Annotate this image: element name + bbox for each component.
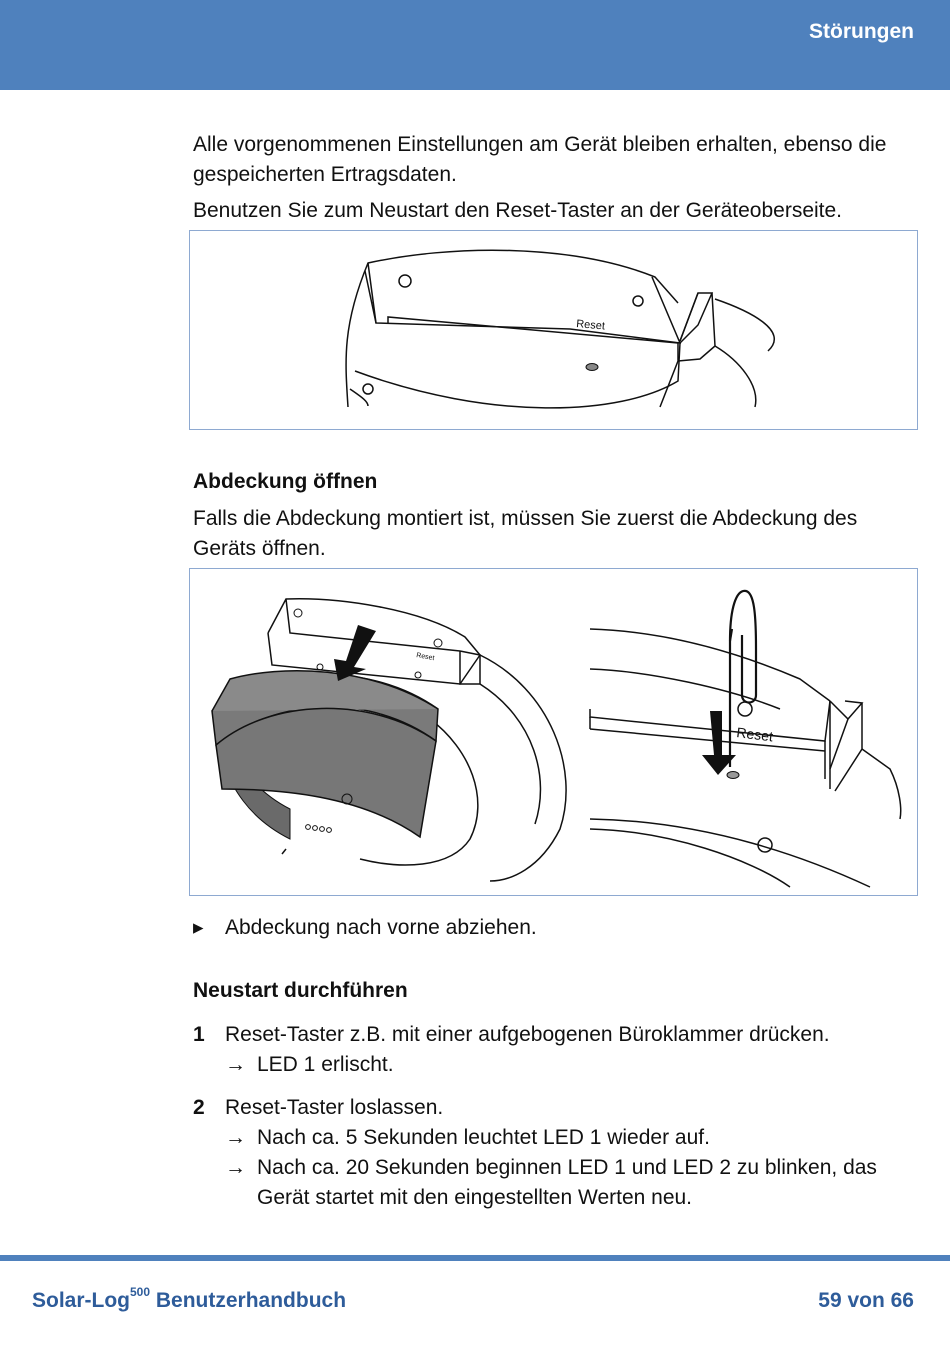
- page-number: 59 von 66: [818, 1289, 914, 1312]
- arrow-right-icon: →: [225, 1156, 246, 1179]
- intro-paragraph-1: Alle vorgenommenen Einstellungen am Gerät bleiben erhalten, ebenso die gespeicherten Ertragsdaten.: [193, 133, 887, 186]
- arrow-right-icon: →: [225, 1053, 246, 1076]
- arrow-right-icon: →: [225, 1126, 246, 1149]
- step-result-text: Nach ca. 5 Sekunden leuchtet LED 1 wieder auf.: [257, 1126, 710, 1149]
- section-title: Störungen: [809, 20, 914, 43]
- reset-label-small: Reset: [415, 652, 435, 663]
- reset-label-large: Reset: [735, 724, 774, 745]
- page-header: [0, 0, 950, 90]
- step-result-text: LED 1 erlischt.: [257, 1053, 394, 1076]
- restart-heading: Neustart durchführen: [193, 979, 408, 1002]
- footer-divider: [0, 1255, 950, 1261]
- step-result-text: Nach ca. 20 Sekunden beginnen LED 1 und LED 2 zu blinken, das Gerät startet mit den eingestellten Werten neu.: [257, 1156, 877, 1209]
- figure-cover-and-reset: [189, 568, 918, 896]
- device-top-illustration: [190, 231, 917, 429]
- cover-paragraph: Falls die Abdeckung montiert ist, müssen Sie zuerst die Abdeckung des Geräts öffnen.: [193, 507, 858, 560]
- step-text: Reset-Taster z.B. mit einer aufgebogenen Büroklammer drücken.: [225, 1023, 830, 1046]
- product-model: 500: [130, 1285, 151, 1299]
- product-name: Solar-Log: [32, 1289, 130, 1312]
- cover-instruction: [193, 913, 537, 943]
- step-number: 1: [193, 1023, 205, 1046]
- cover-removal-illustration: [190, 569, 917, 895]
- cover-heading: Abdeckung öffnen: [193, 470, 378, 493]
- document-name: Benutzerhandbuch: [155, 1289, 347, 1312]
- figure-device-top: [189, 230, 918, 430]
- intro-paragraph-2: Benutzen Sie zum Neustart den Reset-Taster an der Geräteoberseite.: [193, 199, 843, 222]
- caret-right-icon: ▸: [193, 916, 204, 939]
- cover-instruction-text: Abdeckung nach vorne abziehen.: [225, 916, 537, 939]
- step-text: Reset-Taster loslassen.: [225, 1096, 444, 1119]
- footer-document-title: [32, 1285, 347, 1313]
- reset-label: Reset: [575, 318, 606, 333]
- step-number: 2: [193, 1096, 205, 1119]
